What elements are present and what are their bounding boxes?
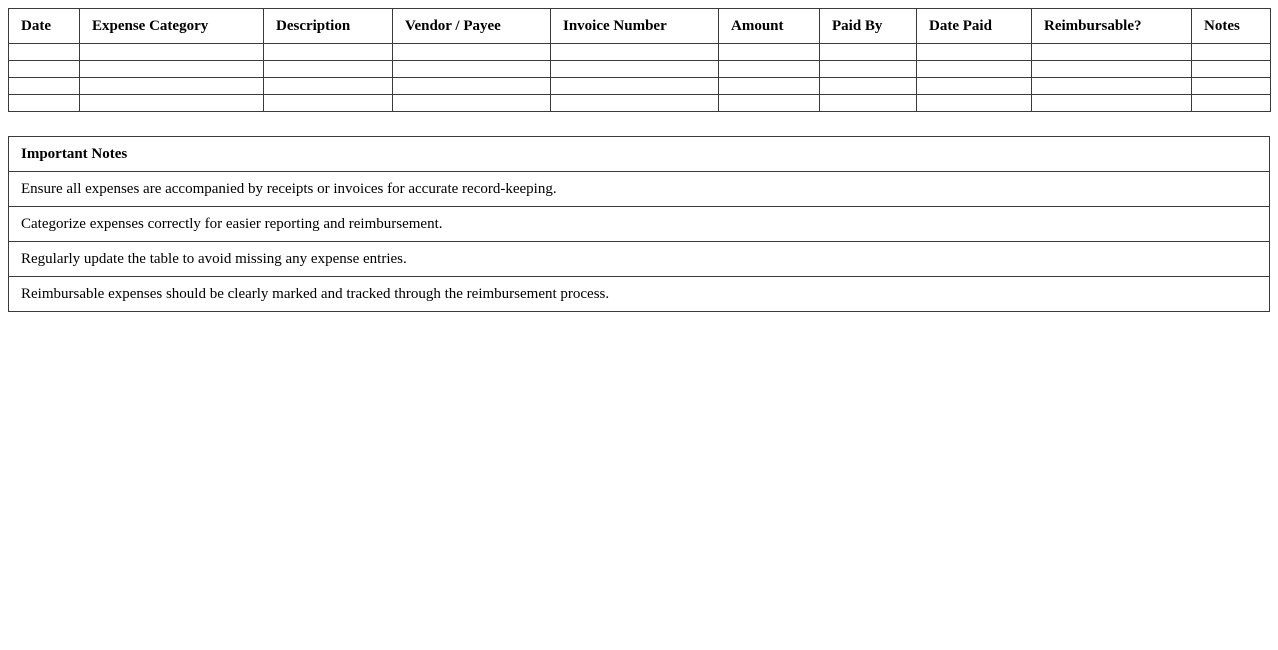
column-header-expense-category: Expense Category [80, 9, 264, 44]
cell-invoice-number[interactable] [551, 44, 719, 61]
column-header-reimbursable: Reimbursable? [1032, 9, 1192, 44]
cell-paid-by[interactable] [820, 95, 917, 112]
expense-table [8, 8, 1271, 112]
cell-notes[interactable] [1192, 95, 1271, 112]
cell-date-paid[interactable] [917, 61, 1032, 78]
cell-expense-category[interactable] [80, 61, 264, 78]
column-header-paid-by: Paid By [820, 9, 917, 44]
cell-date[interactable] [9, 78, 80, 95]
cell-date-paid[interactable] [917, 78, 1032, 95]
table-row [9, 44, 1271, 61]
cell-paid-by[interactable] [820, 44, 917, 61]
cell-paid-by[interactable] [820, 78, 917, 95]
expense-table-header-row [9, 9, 1271, 44]
cell-amount[interactable] [719, 78, 820, 95]
column-header-date: Date [9, 9, 80, 44]
cell-amount[interactable] [719, 44, 820, 61]
cell-reimbursable[interactable] [1032, 95, 1192, 112]
cell-notes[interactable] [1192, 44, 1271, 61]
column-header-date-paid: Date Paid [917, 9, 1032, 44]
cell-date-paid[interactable] [917, 95, 1032, 112]
list-item [9, 277, 1270, 312]
note-text: Regularly update the table to avoid missing any expense entries. [9, 242, 1270, 277]
cell-description[interactable] [264, 61, 393, 78]
cell-reimbursable[interactable] [1032, 61, 1192, 78]
cell-reimbursable[interactable] [1032, 78, 1192, 95]
cell-description[interactable] [264, 78, 393, 95]
cell-vendor-payee[interactable] [393, 61, 551, 78]
cell-date-paid[interactable] [917, 44, 1032, 61]
cell-invoice-number[interactable] [551, 61, 719, 78]
cell-reimbursable[interactable] [1032, 44, 1192, 61]
document-body [8, 8, 1270, 312]
list-item [9, 242, 1270, 277]
cell-date[interactable] [9, 95, 80, 112]
list-item [9, 207, 1270, 242]
column-header-amount: Amount [719, 9, 820, 44]
cell-expense-category[interactable] [80, 95, 264, 112]
column-header-invoice-number: Invoice Number [551, 9, 719, 44]
cell-expense-category[interactable] [80, 78, 264, 95]
cell-amount[interactable] [719, 61, 820, 78]
notes-header-row [9, 137, 1270, 172]
cell-amount[interactable] [719, 95, 820, 112]
cell-notes[interactable] [1192, 61, 1271, 78]
column-header-vendor-payee: Vendor / Payee [393, 9, 551, 44]
note-text: Reimbursable expenses should be clearly marked and tracked through the reimbursement process. [9, 277, 1270, 312]
cell-vendor-payee[interactable] [393, 95, 551, 112]
cell-description[interactable] [264, 95, 393, 112]
cell-invoice-number[interactable] [551, 95, 719, 112]
cell-vendor-payee[interactable] [393, 44, 551, 61]
cell-description[interactable] [264, 44, 393, 61]
notes-title: Important Notes [9, 137, 1270, 172]
cell-paid-by[interactable] [820, 61, 917, 78]
table-row [9, 95, 1271, 112]
cell-date[interactable] [9, 61, 80, 78]
cell-date[interactable] [9, 44, 80, 61]
table-row [9, 61, 1271, 78]
note-text: Categorize expenses correctly for easier reporting and reimbursement. [9, 207, 1270, 242]
column-header-description: Description [264, 9, 393, 44]
table-row [9, 78, 1271, 95]
column-header-notes: Notes [1192, 9, 1271, 44]
cell-expense-category[interactable] [80, 44, 264, 61]
cell-invoice-number[interactable] [551, 78, 719, 95]
cell-notes[interactable] [1192, 78, 1271, 95]
cell-vendor-payee[interactable] [393, 78, 551, 95]
note-text: Ensure all expenses are accompanied by receipts or invoices for accurate record-keeping. [9, 172, 1270, 207]
list-item [9, 172, 1270, 207]
important-notes-table [8, 136, 1270, 312]
